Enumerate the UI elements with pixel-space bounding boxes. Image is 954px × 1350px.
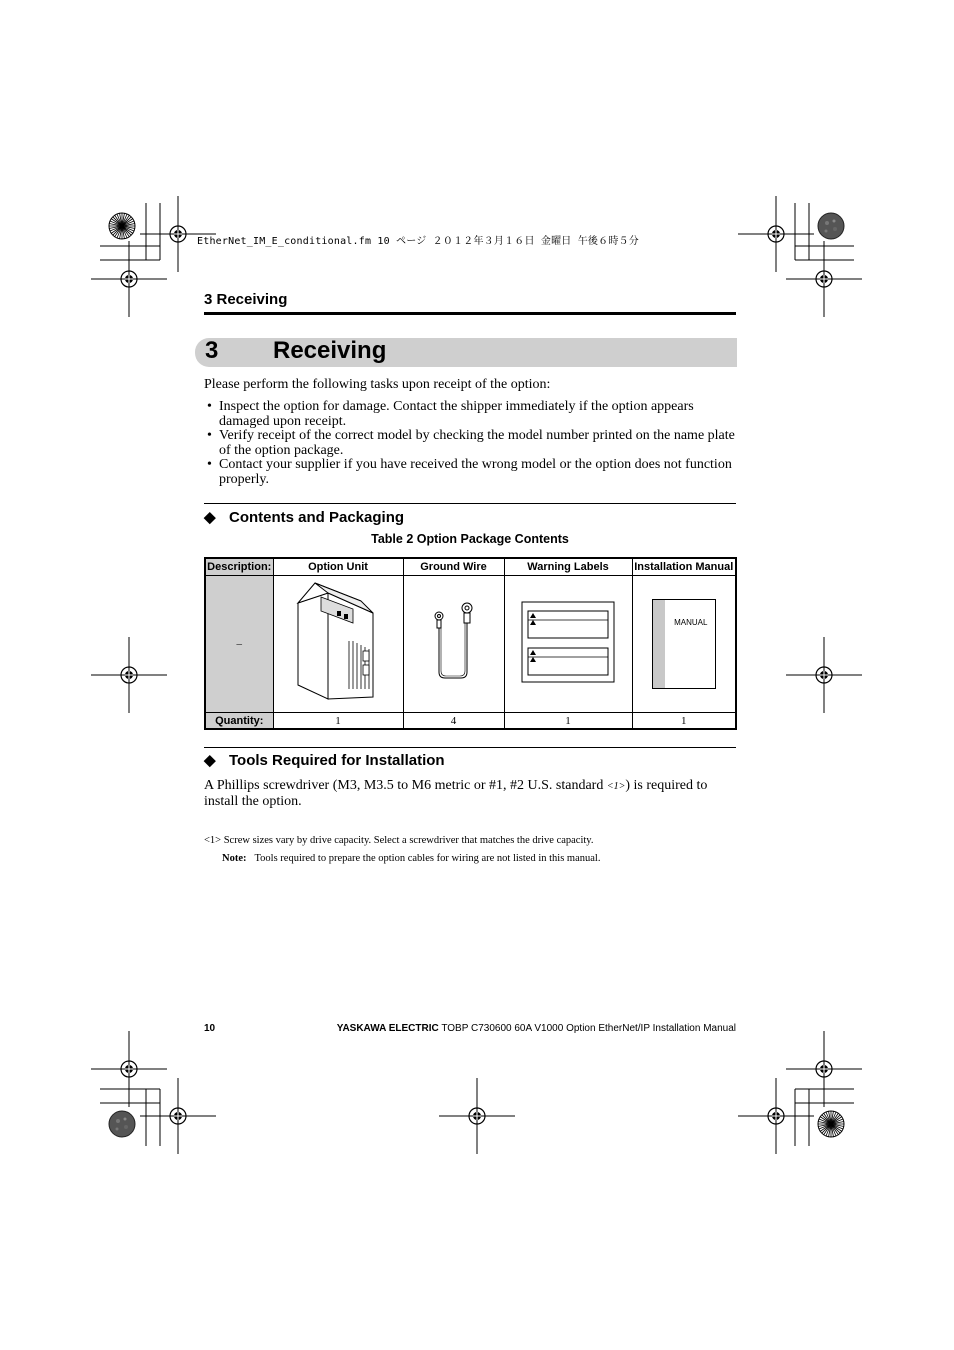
column-header-ground-wire: Ground Wire — [403, 558, 504, 576]
note-label: Note: — [222, 853, 247, 864]
task-list — [204, 400, 739, 487]
tools-heading-text: Tools Required for Installation — [229, 752, 445, 769]
ground-wire-illustration — [429, 602, 479, 682]
table-caption: Table 2 Option Package Contents — [371, 532, 569, 546]
section-rule — [204, 747, 736, 748]
table-row — [205, 713, 736, 730]
warning-labels-illustration — [520, 600, 616, 684]
manual-spine — [653, 600, 665, 688]
file-header: EtherNet_IM_E_conditional.fm 10 ページ ２０１２年３月１６日 金曜日 午後６時５分 — [197, 236, 639, 247]
page-number: 10 — [204, 1023, 216, 1034]
package-contents-table — [204, 557, 737, 730]
column-header-warning-labels: Warning Labels — [504, 558, 632, 576]
image-row-label: – — [205, 576, 273, 713]
footer-brand: YASKAWA ELECTRIC — [336, 1023, 439, 1034]
quantity-cell: 4 — [403, 713, 504, 730]
footer-manual-title: TOBP C730600 60A V1000 Option EtherNet/IP Installation Manual — [438, 1023, 736, 1034]
warning-labels-cell — [504, 576, 632, 713]
quantity-header: Quantity: — [205, 713, 273, 730]
tools-heading — [204, 751, 445, 769]
option-unit-illustration — [293, 581, 383, 703]
list-item: • Verify receipt of the correct model by checking the model number printed on the name plate of the option package. — [204, 429, 739, 458]
header-rule — [204, 312, 736, 315]
tools-text-end: ) is required to install the option. — [204, 778, 708, 809]
diamond-icon: ◆ — [204, 752, 216, 769]
contents-heading — [204, 508, 404, 526]
footnote: <1> Screw sizes vary by drive capacity. Select a screwdriver that matches the drive capacity. — [204, 835, 594, 846]
diamond-icon: ◆ — [204, 509, 216, 526]
list-item: • Inspect the option for damage. Contact the shipper immediately if the option appears damaged upon receipt. — [204, 400, 739, 429]
column-header-option-unit: Option Unit — [273, 558, 403, 576]
note-text: Tools required to prepare the option cables for wiring are not listed in this manual. — [254, 853, 601, 864]
footnote-reference: <1> — [606, 781, 626, 792]
footer-title — [337, 1023, 736, 1034]
section-title: Receiving — [273, 337, 387, 364]
tools-text: A Phillips screwdriver (M3, M3.5 to M6 metric or #1, #2 U.S. standard — [204, 778, 607, 793]
note — [222, 853, 600, 864]
table-header-row — [205, 558, 736, 576]
contents-heading-text: Contents and Packaging — [229, 509, 405, 526]
section-rule — [204, 503, 736, 504]
intro-paragraph: Please perform the following tasks upon receipt of the option: — [204, 377, 551, 392]
installation-manual-cell — [632, 576, 736, 713]
description-header: Description: — [205, 558, 273, 576]
section-number: 3 — [205, 337, 219, 364]
ground-wire-cell — [403, 576, 504, 713]
tools-paragraph — [204, 779, 739, 809]
list-item: • Contact your supplier if you have received the wrong model or the option does not function properly. — [204, 458, 739, 487]
running-head: 3 Receiving — [204, 291, 288, 308]
column-header-installation-manual: Installation Manual — [632, 558, 736, 576]
manual-illustration — [652, 599, 716, 689]
quantity-cell: 1 — [273, 713, 403, 730]
table-row — [205, 576, 736, 713]
quantity-cell: 1 — [504, 713, 632, 730]
manual-label: MANUAL — [674, 618, 708, 627]
option-unit-cell — [273, 576, 403, 713]
quantity-cell: 1 — [632, 713, 736, 730]
